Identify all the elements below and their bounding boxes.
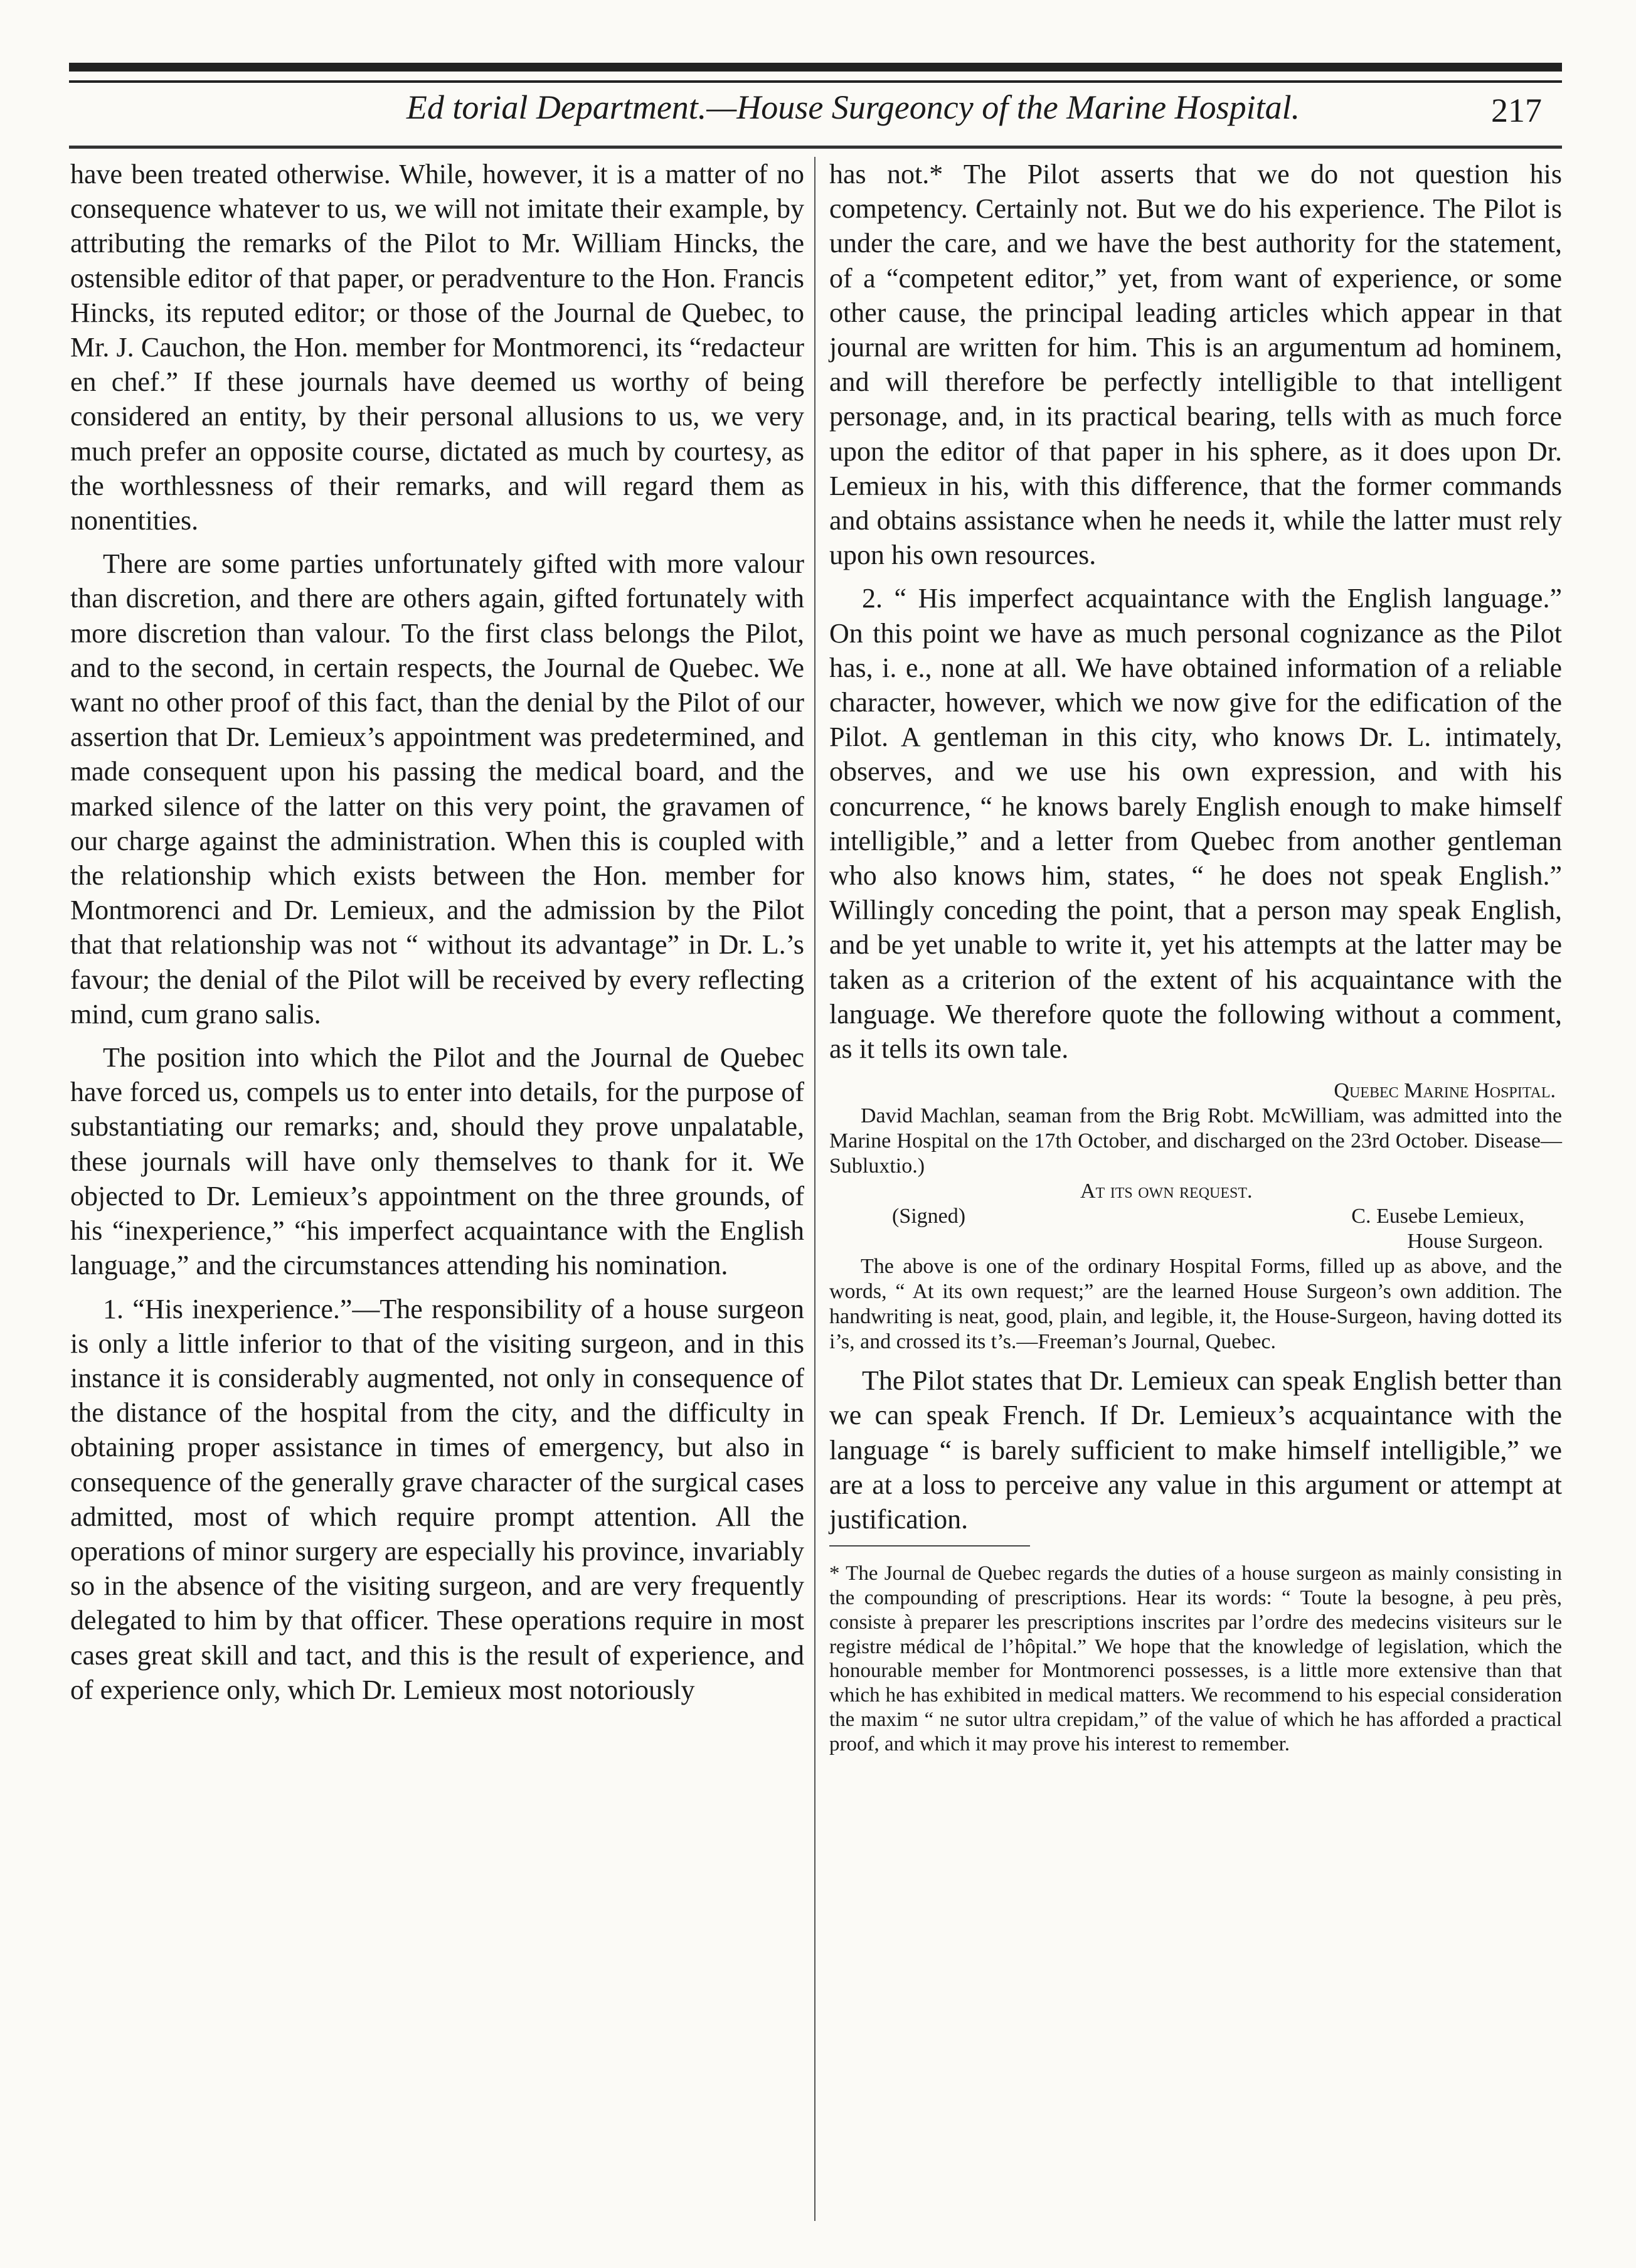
left-column bbox=[70, 157, 804, 1707]
signer-name: C. Eusebe Lemieux, bbox=[1351, 1205, 1524, 1228]
right-column bbox=[829, 157, 1562, 1757]
paragraph: 1. “His inexperience.”—The responsibility of a house surgeon is only a little inferior to that of the visiting surgeon, and in this instance it is considerably augmented, not only in consequence of the distance of the hospital from the city, and the difficulty in obtaining proper assistance in times of emergency, but also in consequence of the generally grave character of the surgical cases admitted, most of which require prompt attention. All the operations of minor surgery are especially his province, invariably so in the absence of the visiting surgeon, and are very frequently delegated to him by that officer. These operations require in most cases great skill and tact, and this is the result of experience, and of experience only, which Dr. Lemieux most notoriously bbox=[70, 1293, 804, 1705]
signature-row bbox=[829, 1204, 1562, 1229]
paragraph: There are some parties unfortunately gifted with more valour than discretion, and there are others again, gifted fortunately with more discretion than valour. To the first class belongs the Pilot, and to the second, in certain respects, the Journal de Quebec. We want no other proof of this fact, than the denial by the Pilot of our assertion that Dr. Lemieux’s appointment was predetermined, and made consequent upon his passing the medical board, and the marked silence of the latter on this very point, the gravamen of our charge against the administration. When this is coupled with the relationship which exists between the Hon. member for Montmorenci and Dr. Lemieux, and the admission by the Pilot that that relationship was not “ without its advantage” in Dr. L.’s favour; the denial of the Pilot will be received by every reflecting mind, cum grano salis. bbox=[70, 548, 804, 1030]
quote-heading: Quebec Marine Hospital. bbox=[1334, 1079, 1556, 1103]
signed-label: (Signed) bbox=[892, 1205, 966, 1228]
paragraph: has not.* The Pilot asserts that we do not question his competency. Certainly not. But we do his experience. The Pilot is under the care, and we have the best authority for the statement, of a “competent editor,” yet, from want of experience, or some other cause, the principal leading articles which appear in that journal are written for him. This is an argumentum ad hominem, and will therefore be perfectly intelligible to that intelligent personage, and, in its practical bearing, tells with as much force upon the editor of that paper in his sphere, as it does upon Dr. Lemieux in his, with this difference, that the former commands and obtains assistance when he needs it, while the latter must rely upon his own resources. bbox=[829, 159, 1562, 571]
quoted-hospital-form bbox=[829, 1078, 1562, 1355]
footnote: * The Journal de Quebec regards the duties of a house surgeon as mainly consisting in the compounding of prescriptions. Hear its words: “ Toute la besogne, à peu près, consiste à preparer les prescriptions inscrites par l’ordre des medecins visiteurs sur le registre médical de l’hôpital.” We hope that the knowledge of legislation, which the honourable member for Montmorenci possesses, is a little more extensive than that which he has exhibited in medical matters. We recommend to his especial consideration the maxim “ ne sutor ultra crepidam,” of the value of which he has afforded a practical proof, and which it may prove his interest to remember. bbox=[829, 1562, 1562, 1755]
quote-body: David Machlan, seaman from the Brig Robt. McWilliam, was admitted into the Marine Hospital on the 17th October, and discharged on the 23rd October. Disease—Subluxtio.) bbox=[829, 1104, 1562, 1178]
footnote-rule bbox=[829, 1545, 1030, 1547]
running-head: Ed torial Department.—House Surgeoncy of the Marine Hospital. bbox=[406, 88, 1300, 126]
paragraph: have been treated otherwise. While, however, it is a matter of no consequence whatever to us, we will not imitate their example, by attributing the remarks of the Pilot to Mr. William Hincks, the ostensible editor of that paper, or peradventure to the Hon. Francis Hincks, its reputed editor; or those of the Journal de Quebec, to Mr. J. Cauchon, the Hon. member for Montmorenci, its “redacteur en chef.” If these journals have deemed us worthy of being considered an entity, by their personal allusions to us, we very much prefer an opposite course, dictated as much by courtesy, as the worthlessness of their remarks, and will regard them as nonentities. bbox=[70, 159, 804, 536]
quote-note: The above is one of the ordinary Hospital Forms, filled up as above, and the words, “ At its own request;” are the learned House Surgeon’s own addition. The handwriting is neat, good, plain, and legible, it, the House-Surgeon, having dotted its i’s, and crossed its t’s.—Freeman’s Journal, Quebec. bbox=[829, 1255, 1562, 1354]
page-number: 217 bbox=[1491, 92, 1542, 129]
column-divider bbox=[814, 157, 815, 2221]
header-underline-rule bbox=[69, 146, 1562, 149]
header-thick-rule bbox=[69, 63, 1562, 72]
paragraph: 2. “ His imperfect acquaintance with the English language.” On this point we have as much personal cognizance as the Pilot has, i. e., none at all. We have obtained information of a reliable character, however, which we now give for the edification of the Pilot. A gentleman in this city, who knows Dr. L. intimately, observes, and we use his own expression, and with his concurrence, “ he knows barely English enough to make himself intelligible,” and a letter from Quebec from another gentleman who also knows him, states, “ he does not speak English.” Willingly conceding the point, that a person may speak English, and be yet unable to write it, yet his attempts at the latter may be taken as a criterion of the extent of his acquaintance with the language. We therefore quote the following without a comment, as it tells its own tale. bbox=[829, 583, 1562, 1065]
quote-at-request: At its own request. bbox=[1080, 1179, 1253, 1203]
paragraph: The Pilot states that Dr. Lemieux can speak English better than we can speak French. If Dr. Lemieux’s acquaintance with the language “ is barely sufficient to make himself intelligible,” we are at a loss to perceive any value in this argument or attempt at justification. bbox=[829, 1365, 1562, 1535]
paragraph: The position into which the Pilot and the Journal de Quebec have forced us, compels us to enter into details, for the purpose of substantiating our remarks; and, should they prove unpalatable, these journals will have only themselves to thank for it. We objected to Dr. Lemieux’s appointment on the three grounds, of his “inexperience,” “his imperfect acquaintance with the English language,” and the circumstances attending his nomination. bbox=[70, 1042, 804, 1281]
signer-title: House Surgeon. bbox=[1407, 1230, 1543, 1254]
header-thin-rule bbox=[69, 80, 1562, 83]
